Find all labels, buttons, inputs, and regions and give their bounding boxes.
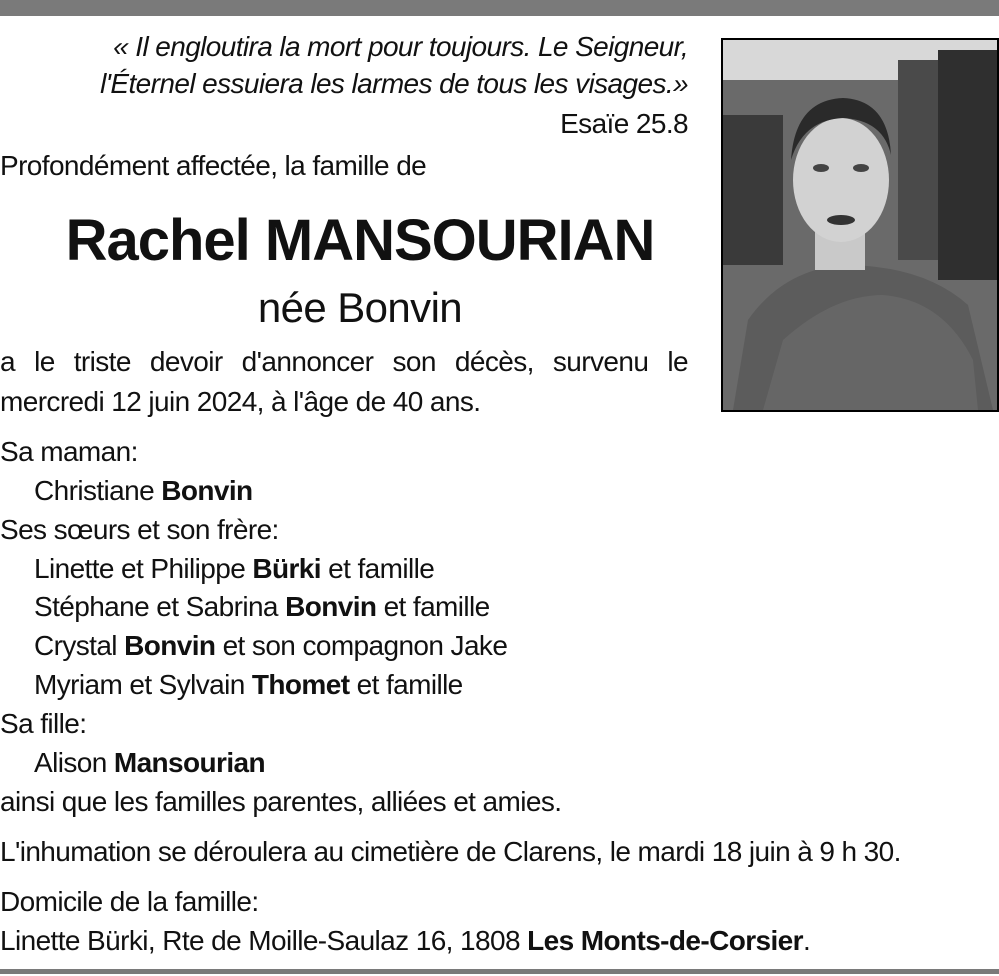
burial-text: L'inhumation se déroulera au cimetière de Clarens, le mardi 18 juin à 9 h 30. <box>0 836 901 867</box>
siblings-heading: Ses sœurs et son frère: <box>0 514 279 545</box>
top-rule <box>0 0 999 16</box>
mother-entry: Christiane Bonvin <box>34 475 253 506</box>
daughter-entry: Alison Mansourian <box>34 747 265 778</box>
intro-text: Profondément affectée, la famille de <box>0 150 427 181</box>
announcement-line-2: mercredi 12 juin 2024, à l'âge de 40 ans. <box>0 386 481 417</box>
sibling-entry: Linette et Philippe Bürki et famille <box>34 553 435 584</box>
quote-line-1: « Il engloutira la mort pour toujours. Le Seigneur, <box>113 31 688 62</box>
closing-text: ainsi que les familles parentes, alliées et amies. <box>0 786 562 817</box>
daughter-heading: Sa fille: <box>0 708 87 739</box>
domicile-heading: Domicile de la famille: <box>0 886 259 917</box>
sibling-entry: Myriam et Sylvain Thomet et famille <box>34 669 463 700</box>
domicile-address: Linette Bürki, Rte de Moille-Saulaz 16, 1808 Les Monts-de-Corsier. <box>0 925 811 956</box>
mother-heading: Sa maman: <box>0 436 138 467</box>
quote-line-2: l'Éternel essuiera les larmes de tous les visages.» <box>100 68 688 99</box>
quote-reference: Esaïe 25.8 <box>560 108 688 139</box>
announcement-line-1: a le triste devoir d'annoncer son décès, survenu le <box>0 346 688 377</box>
portrait-photo <box>721 38 999 412</box>
deceased-name: Rachel MANSOURIAN <box>65 208 655 273</box>
bottom-rule <box>0 969 999 974</box>
sibling-entry: Crystal Bonvin et son compagnon Jake <box>34 630 508 661</box>
maiden-name: née Bonvin <box>257 284 463 331</box>
sibling-entry: Stéphane et Sabrina Bonvin et famille <box>34 591 490 622</box>
